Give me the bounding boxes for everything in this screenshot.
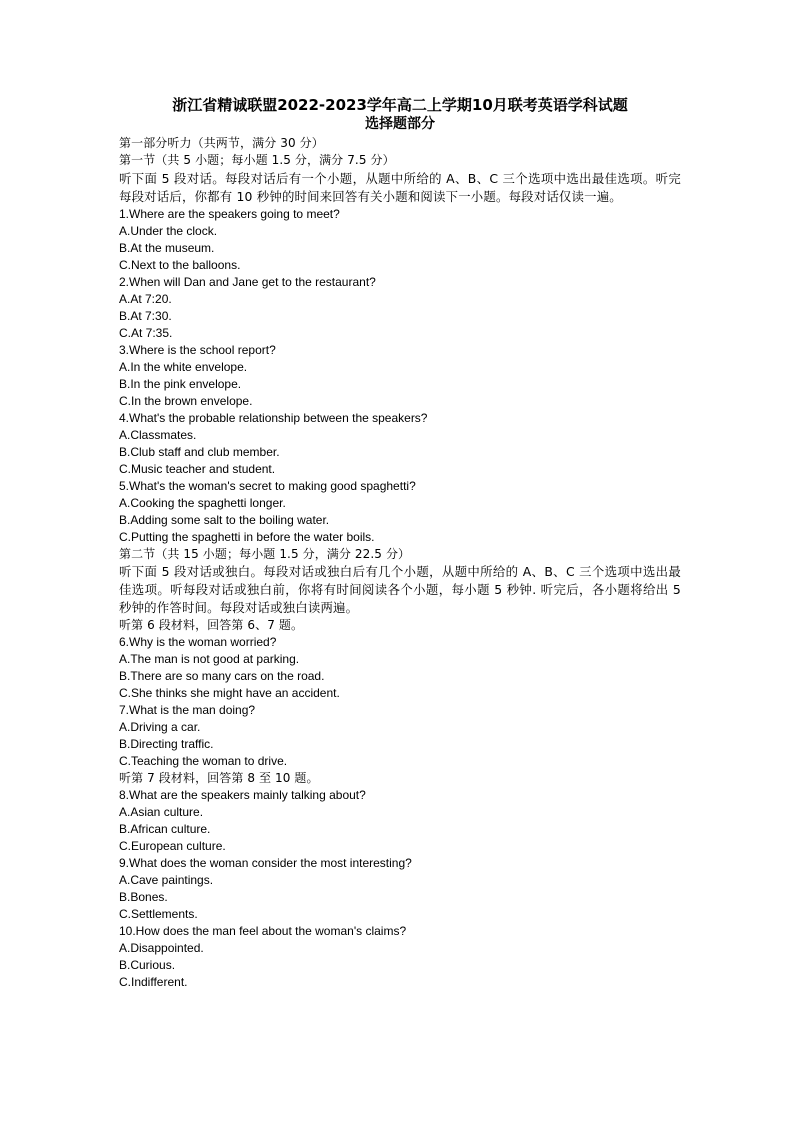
option-5b: B.Adding some salt to the boiling water. <box>119 512 330 527</box>
section2-heading: 第二节（共 15 小题；每小题 1.5 分，满分 22.5 分） <box>119 546 411 561</box>
option-5a: A.Cooking the spaghetti longer. <box>119 495 286 510</box>
option-9b: B.Bones. <box>119 890 168 905</box>
question-10: 10.How does the man feel about the woman's claims? <box>119 924 407 939</box>
question-3: 3.Where is the school report? <box>119 342 276 357</box>
option-7c: C.Teaching the woman to drive. <box>119 754 288 769</box>
group-intro: 听第 6 段材料，回答第 6、7 题。 <box>119 617 304 632</box>
option-8b: B.African culture. <box>119 822 211 837</box>
option-9a: A.Cave paintings. <box>119 873 214 888</box>
option-3c: C.In the brown envelope. <box>119 393 253 408</box>
option-10b: B.Curious. <box>119 958 176 973</box>
option-10c: C.Indifferent. <box>119 975 188 990</box>
option-10a: A.Disappointed. <box>119 941 204 956</box>
option-3b: B.In the pink envelope. <box>119 376 242 391</box>
section2-group-2 <box>119 770 681 991</box>
option-6a: A.The man is not good at parking. <box>119 652 300 667</box>
question-7: 7.What is the man doing? <box>119 703 256 718</box>
option-6c: C.She thinks she might have an accident. <box>119 686 340 701</box>
page-subtitle: 选择题部分 <box>365 116 435 132</box>
option-2b: B.At 7:30. <box>119 308 172 323</box>
option-8a: A.Asian culture. <box>119 805 204 820</box>
option-8c: C.European culture. <box>119 839 226 854</box>
option-7b: B.Directing traffic. <box>119 737 214 752</box>
question-6: 6.Why is the woman worried? <box>119 635 277 650</box>
exam-page <box>119 96 681 991</box>
section2-instructions: 听下面 5 段对话或独白。每段对话或独白后有几个小题，从题中所给的 A、B、C 三个选项中选出最佳选项。听每段对话或独白前，你将有时间阅读各个小题，每小题 5 秒钟. 听完后，各小题将给出 5 秒钟的作答时间。每段对话或独白读两遍。 <box>119 563 681 615</box>
option-4a: A.Classmates. <box>119 427 197 442</box>
section2-group-1 <box>119 617 681 770</box>
option-1b: B.At the museum. <box>119 240 215 255</box>
section1-heading: 第一节（共 5 小题；每小题 1.5 分，满分 7.5 分） <box>119 153 395 168</box>
option-2c: C.At 7:35. <box>119 325 173 340</box>
option-2a: A.At 7:20. <box>119 291 172 306</box>
part-heading: 第一部分听力（共两节，满分 30 分） <box>119 136 324 150</box>
option-5c: C.Putting the spaghetti in before the water boils. <box>119 529 375 544</box>
option-6b: B.There are so many cars on the road. <box>119 669 325 684</box>
option-1a: A.Under the clock. <box>119 223 218 238</box>
option-4b: B.Club staff and club member. <box>119 444 280 459</box>
question-2: 2.When will Dan and Jane get to the restaurant? <box>119 274 376 289</box>
option-3a: A.In the white envelope. <box>119 359 248 374</box>
option-9c: C.Settlements. <box>119 907 198 922</box>
question-5: 5.What's the woman's secret to making good spaghetti? <box>119 478 416 493</box>
section1-questions <box>119 206 681 546</box>
option-7a: A.Driving a car. <box>119 720 201 735</box>
question-1: 1.Where are the speakers going to meet? <box>119 206 340 221</box>
option-4c: C.Music teacher and student. <box>119 461 276 476</box>
page-title: 浙江省精诚联盟2022-2023学年高二上学期10月联考英语学科试题 <box>172 96 628 114</box>
group-intro: 听第 7 段材料，回答第 8 至 10 题。 <box>119 771 319 786</box>
question-8: 8.What are the speakers mainly talking about? <box>119 788 366 803</box>
option-1c: C.Next to the balloons. <box>119 257 241 272</box>
question-4: 4.What's the probable relationship between the speakers? <box>119 410 428 425</box>
section1-instructions: 听下面 5 段对话。每段对话后有一个小题，从题中所给的 A、B、C 三个选项中选出最佳选项。听完每段对话后，你都有 10 秒钟的时间来回答有关小题和阅读下一小题。每段对话仅读一遍。 <box>119 170 681 204</box>
question-9: 9.What does the woman consider the most interesting? <box>119 856 412 871</box>
